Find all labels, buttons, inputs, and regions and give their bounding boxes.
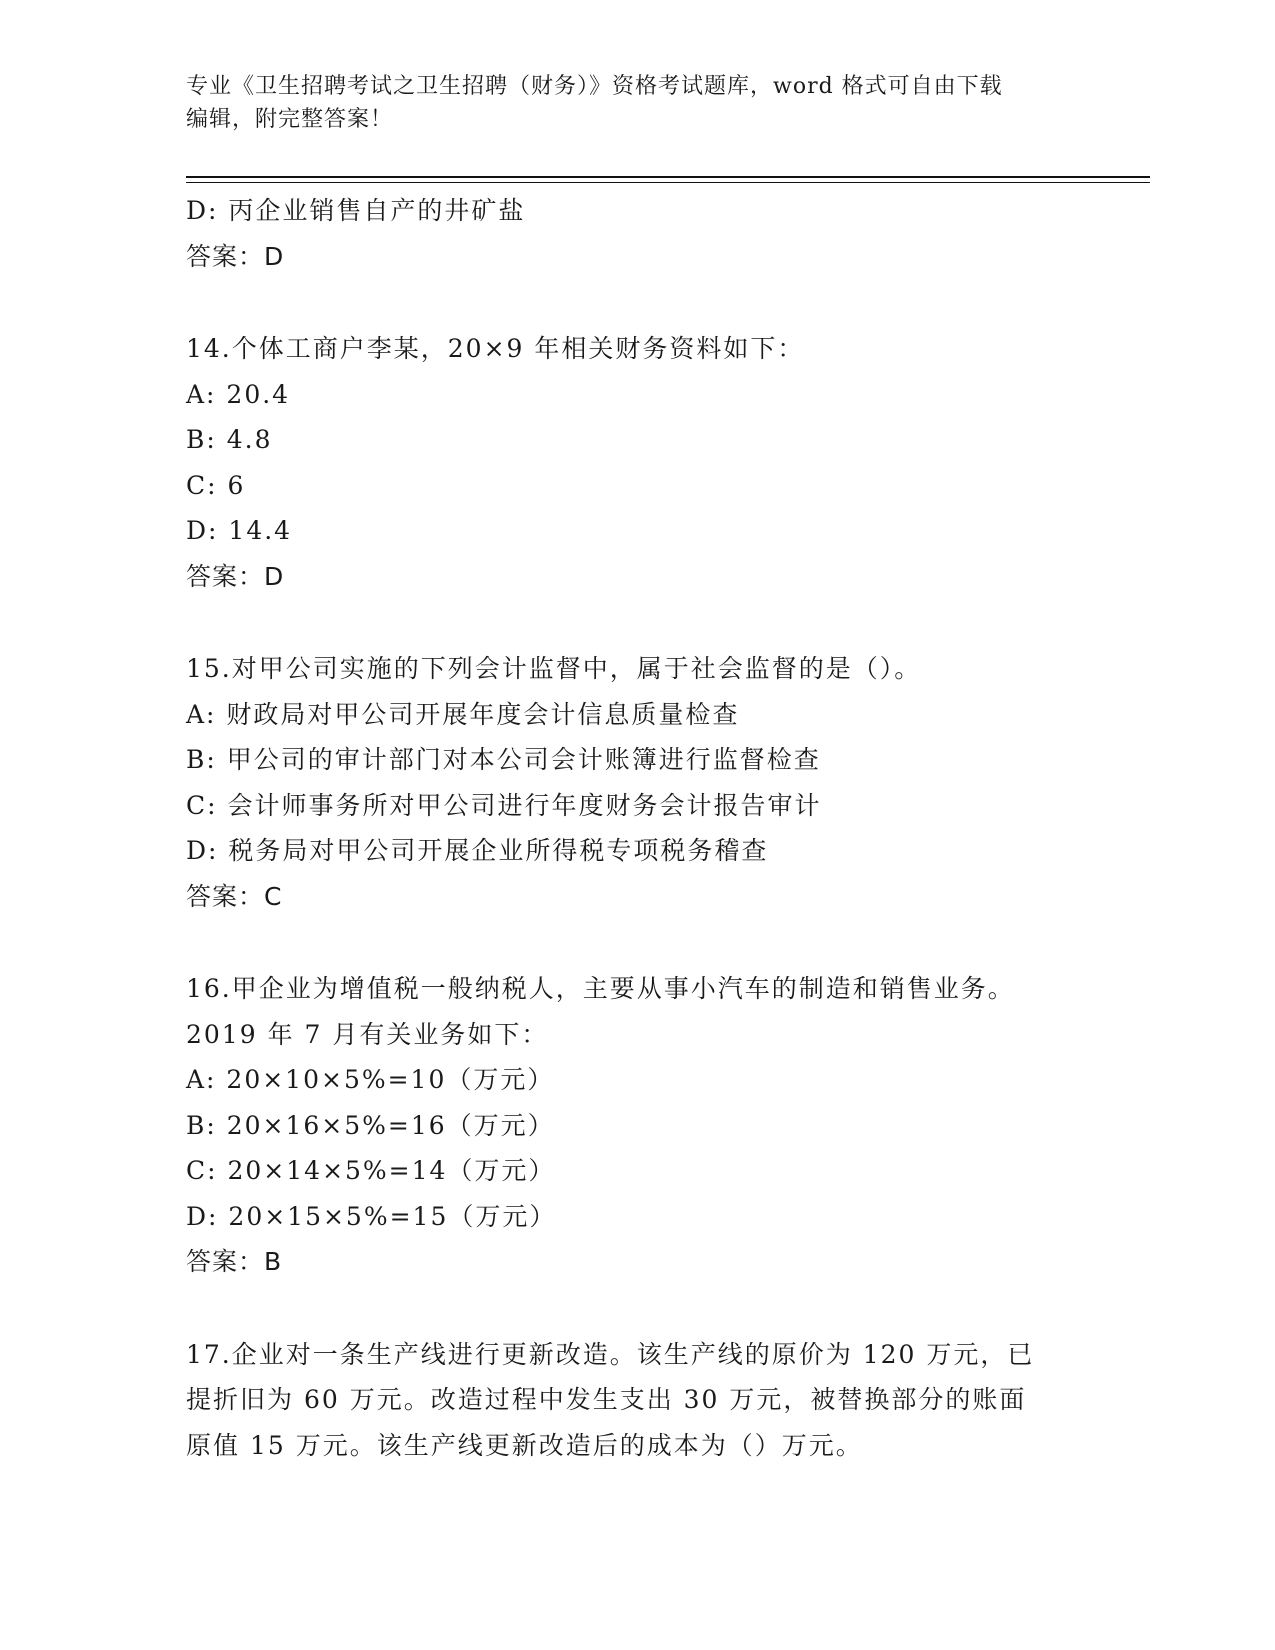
- spacer: [186, 1285, 1106, 1332]
- question-stem: 15.对甲公司实施的下列会计监督中，属于社会监督的是（）。: [186, 654, 922, 683]
- option-a: A: 财政局对甲公司开展年度会计信息质量检查: [186, 699, 740, 729]
- question-15: [186, 646, 1106, 919]
- answer-line: 答案：C: [186, 881, 283, 911]
- question-17: [186, 1332, 1106, 1469]
- answer-line: 答案：B: [186, 1247, 283, 1276]
- option-c: C: 会计师事务所对甲公司进行年度财务会计报告审计: [186, 790, 822, 820]
- answer-line: 答案：D: [186, 241, 285, 271]
- question-stem-line-3: 原值 15 万元。该生产线更新改造后的成本为（）万元。: [186, 1430, 863, 1460]
- question-14: [186, 326, 1106, 599]
- option-b: B: 4.8: [186, 425, 273, 454]
- header-divider-thick: [186, 176, 1150, 178]
- option-d: D: 丙企业销售自产的井矿盐: [186, 196, 526, 225]
- option-c: C: 20×14×5%=14（万元）: [186, 1156, 556, 1185]
- question-stem: 14.个体工商户李某，20×9 年相关财务资料如下：: [186, 334, 805, 363]
- question-16: [186, 966, 1106, 1285]
- question-list: [186, 188, 1106, 1468]
- answer-line: 答案：D: [186, 561, 285, 591]
- document-header: [186, 70, 1086, 136]
- header-line-2: 编辑，附完整答案！: [186, 107, 394, 132]
- option-d: D: 20×15×5%=15（万元）: [186, 1201, 557, 1231]
- question-stem-line-2: 提折旧为 60 万元。改造过程中发生支出 30 万元，被替换部分的账面: [186, 1385, 1027, 1414]
- header-line-1: 专业《卫生招聘考试之卫生招聘（财务）》资格考试题库，word 格式可自由下载: [186, 74, 1003, 99]
- question-stem-line-1: 17.企业对一条生产线进行更新改造。该生产线的原价为 120 万元，已: [186, 1339, 1035, 1369]
- option-d: D: 14.4: [186, 516, 293, 545]
- option-b: B: 甲公司的审计部门对本公司会计账簿进行监督检查: [186, 745, 821, 774]
- spacer: [186, 919, 1106, 966]
- option-c: C: 6: [186, 470, 246, 500]
- question-stem-line-2: 2019 年 7 月有关业务如下：: [186, 1019, 549, 1049]
- spacer: [186, 599, 1106, 646]
- spacer: [186, 279, 1106, 326]
- option-d: D: 税务局对甲公司开展企业所得税专项税务稽查: [186, 836, 769, 865]
- option-a: A: 20.4: [186, 379, 291, 409]
- question-stem-line-1: 16.甲企业为增值税一般纳税人，主要从事小汽车的制造和销售业务。: [186, 974, 1015, 1003]
- option-a: A: 20×10×5%=10（万元）: [186, 1065, 555, 1094]
- option-b: B: 20×16×5%=16（万元）: [186, 1110, 555, 1140]
- header-divider-thin: [186, 182, 1150, 183]
- question-13: [186, 188, 1106, 279]
